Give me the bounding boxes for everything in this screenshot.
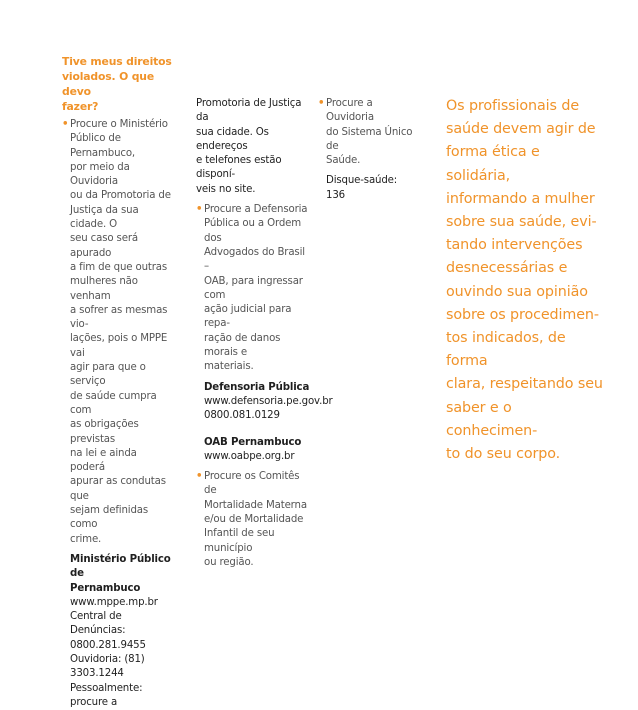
bullet-icon: • bbox=[196, 471, 203, 483]
contact-info-defensoria: www.defensoria.pe.gov.br 0800.081.0129 bbox=[204, 395, 333, 422]
bullet-item-comites: • Procure os Comitês de Mortalidade Materna e/ou de Mortalidade Infantil de seu município ou região. bbox=[196, 471, 307, 568]
bullet-item-defensoria: • Procure a Defensoria Pública ou a Ordem dos Advogados do Brasil – OAB, para ingressar com ação judicial para repa- ração de danos morais e materiais. bbox=[196, 204, 308, 373]
section-heading: Tive meus direitos violados. O que devo fazer? bbox=[62, 55, 172, 113]
org-name-mppe: Ministério Público de Pernambuco bbox=[70, 553, 171, 594]
contact-block-defensoria bbox=[196, 381, 333, 424]
contact-info-oab: www.oabpe.org.br bbox=[204, 450, 295, 462]
column-1 bbox=[62, 54, 174, 710]
continuation-text: Promotoria de Justiça da sua cidade. Os endereços e telefones estão disponí- veis no site. bbox=[196, 98, 302, 195]
contact-info-mppe: www.mppe.mp.br Central de Denúncias: 0800.281.9455 Ouvidoria: (81) 3303.1244 Pessoalmente: procure a bbox=[70, 596, 158, 708]
bullet-icon: • bbox=[62, 119, 69, 130]
highlight-quote: Os profissionais de saúde devem agir de forma ética e solidária, informando a mulher sobre sua saúde, evi- tando intervenções desnecessárias e ouvindo sua opinião sobre os procedimen- tos indicados, de forma clara, respeitando seu saber e o conhecimen- to do seu corpo. bbox=[446, 98, 603, 463]
contact-block-sus bbox=[318, 174, 418, 203]
org-name-defensoria: Defensoria Pública bbox=[204, 381, 310, 393]
bullet-item-ouvidoria-sus: • Procure a Ouvidoria do Sistema Único de Saúde. bbox=[318, 98, 413, 167]
disque-saude-phone: Disque-saúde: 136 bbox=[326, 175, 398, 201]
bullet-icon: • bbox=[196, 204, 203, 216]
contact-block-mppe bbox=[62, 553, 174, 710]
column-3 bbox=[318, 97, 418, 203]
column-2 bbox=[196, 97, 333, 570]
org-name-oab: OAB Pernambuco bbox=[204, 436, 302, 448]
bullet-item-ministerio: • Procure o Ministério Público de Pernambuco, por meio da Ouvidoria ou da Promotoria de Justiça da sua cidade. O seu caso será apurado a fim de que outras mulheres não venham a sofrer as mesmas vio- lações, pois o MPPE vai agir para que o serviço de saúde cumpra com as obrigações previstas na lei e ainda poderá apurar as condutas que sejam definidas como crime. bbox=[62, 119, 171, 545]
bullet-icon: • bbox=[318, 98, 325, 109]
